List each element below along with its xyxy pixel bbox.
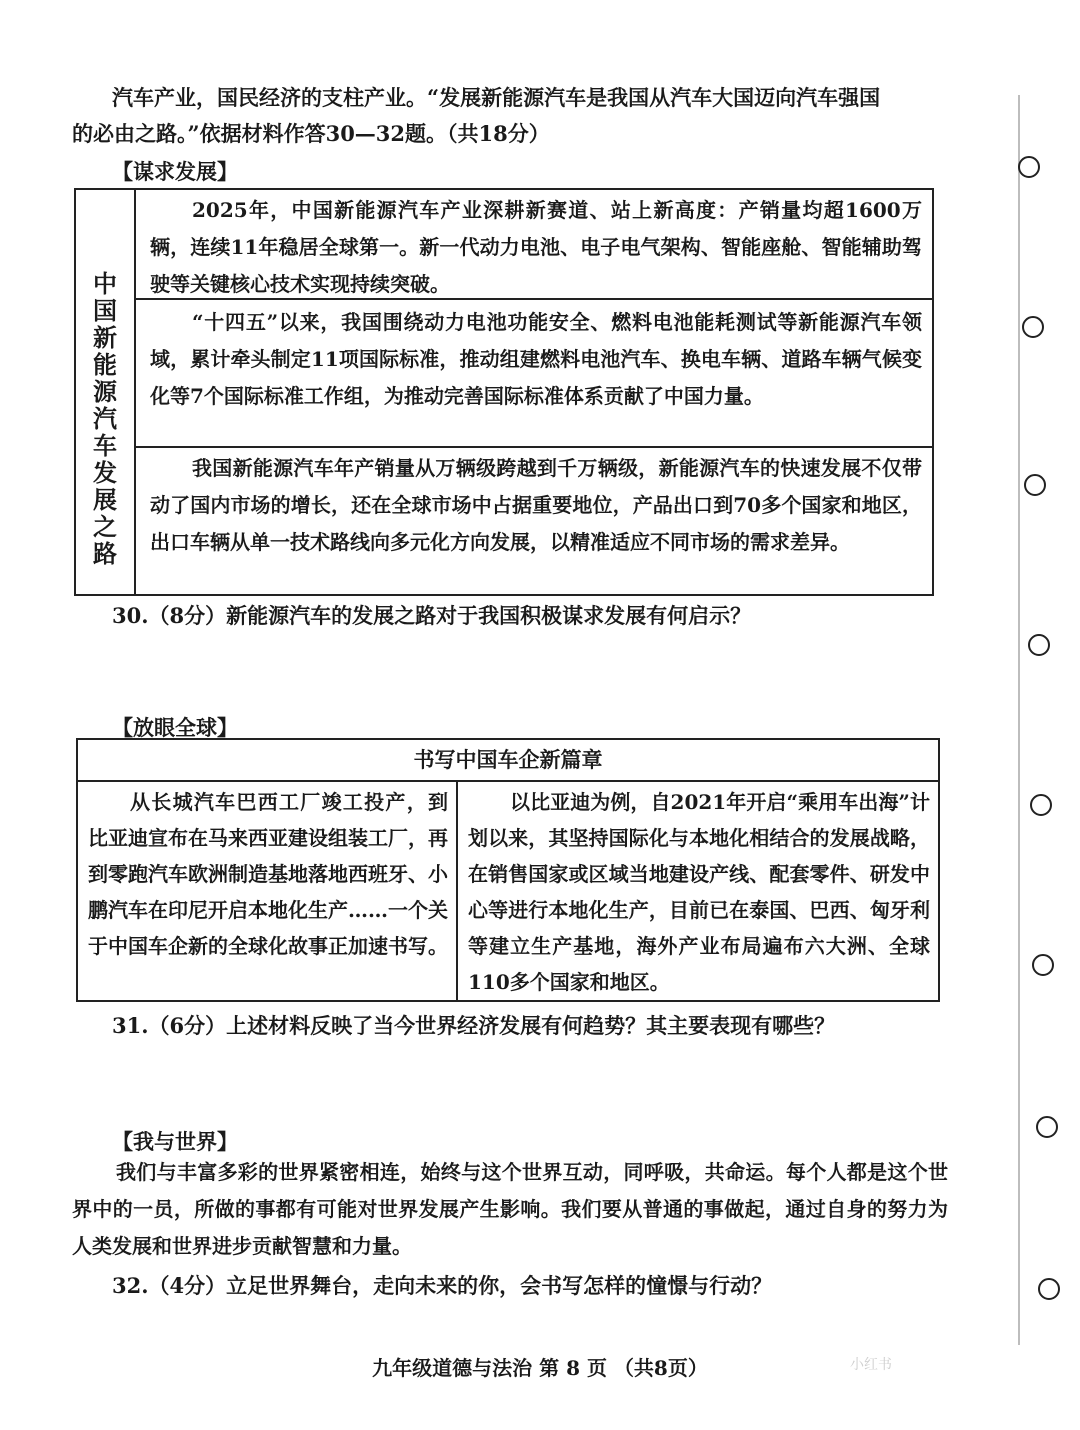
material-table-global: [76, 738, 940, 1002]
material-text-3: 我国新能源汽车年产销量从万辆级跨越到千万辆级，新能源汽车的快速发展不仅带动了国内市场的增长，还在全球市场中占据重要地位，产品出口到70多个国家和地区，出口车辆从单一技术路线向多元化方向发展，以精准适应不同市场的需求差异。: [150, 456, 922, 554]
question-30: 30.（8分）新能源汽车的发展之路对于我国积极谋求发展有何启示？: [112, 603, 752, 628]
material-cell-3: [136, 448, 932, 594]
table-side-label-cell: [76, 190, 136, 594]
intro-line-2: 的必由之路。”依据材料作答30—32题。（共18分）: [72, 121, 550, 146]
material-cell-2: [136, 300, 932, 448]
section-heading-global: 【放眼全球】: [112, 715, 238, 740]
intro-line-1: 汽车产业，国民经济的支柱产业。“发展新能源汽车是我国从汽车大国迈向汽车强国: [112, 85, 881, 110]
binding-hole-6: [1032, 954, 1054, 976]
question-31: 31.（6分）上述材料反映了当今世界经济发展有何趋势？其主要表现有哪些？: [112, 1013, 836, 1038]
binding-line: [1018, 95, 1020, 1345]
binding-hole-5: [1030, 794, 1052, 816]
material-table-development: [74, 188, 934, 596]
section-heading-development: 【谋求发展】: [112, 159, 238, 184]
page-footer: 九年级道德与法治 第 8 页 （共8页）: [372, 1356, 708, 1380]
material-text-left: 从长城汽车巴西工厂竣工投产，到比亚迪宣布在马来西亚建设组装工厂，再到零跑汽车欧洲制造基地落地西班牙、小鹏汽车在印尼开启本地化生产……一个关于中国车企新的全球化故事正加速书写。: [88, 790, 448, 958]
section-heading-world: 【我与世界】: [112, 1129, 238, 1154]
binding-hole-4: [1028, 634, 1050, 656]
watermark: 小红书: [850, 1357, 892, 1373]
binding-hole-3: [1024, 474, 1046, 496]
material-cell-left: [78, 780, 458, 1000]
binding-hole-2: [1022, 316, 1044, 338]
question-32: 32.（4分）立足世界舞台，走向未来的你，会书写怎样的憧憬与行动？: [112, 1273, 773, 1298]
material-text-1: 2025年，中国新能源汽车产业深耕新赛道、站上新高度：产销量均超1600万辆，连续11年稳居全球第一。新一代动力电池、电子电气架构、智能座舱、智能辅助驾驶等关键核心技术实现持续突破。: [150, 198, 922, 296]
section-body-world: 我们与丰富多彩的世界紧密相连，始终与这个世界互动，同呼吸，共命运。每个人都是这个世界中的一员，所做的事都有可能对世界发展产生影响。我们要从普通的事做起，通过自身的努力为人类发展和世界进步贡献智慧和力量。: [72, 1160, 948, 1258]
material-cell-right: [458, 780, 938, 1000]
material-text-right: 以比亚迪为例，自2021年开启“乘用车出海”计划以来，其坚持国际化与本地化相结合的发展战略，在销售国家或区域当地建设产线、配套零件、研发中心等进行本地化生产，目前已在泰国、巴西、匈牙利等建立生产基地，海外产业布局遍布六大洲、全球110多个国家和地区。: [468, 790, 930, 994]
table-side-label: 中国新能源汽车发展之路: [93, 269, 117, 568]
material-cell-1: [136, 190, 932, 300]
binding-hole-1: [1018, 156, 1040, 178]
material-text-2: “十四五”以来，我国围绕动力电池功能安全、燃料电池能耗测试等新能源汽车领域，累计牵头制定11项国际标准，推动组建燃料电池汽车、换电车辆、道路车辆气候变化等7个国际标准工作组，为推动完善国际标准体系贡献了中国力量。: [150, 310, 922, 408]
binding-hole-7: [1036, 1116, 1058, 1138]
table-title: 书写中国车企新篇章: [78, 740, 938, 782]
binding-hole-8: [1038, 1278, 1060, 1300]
